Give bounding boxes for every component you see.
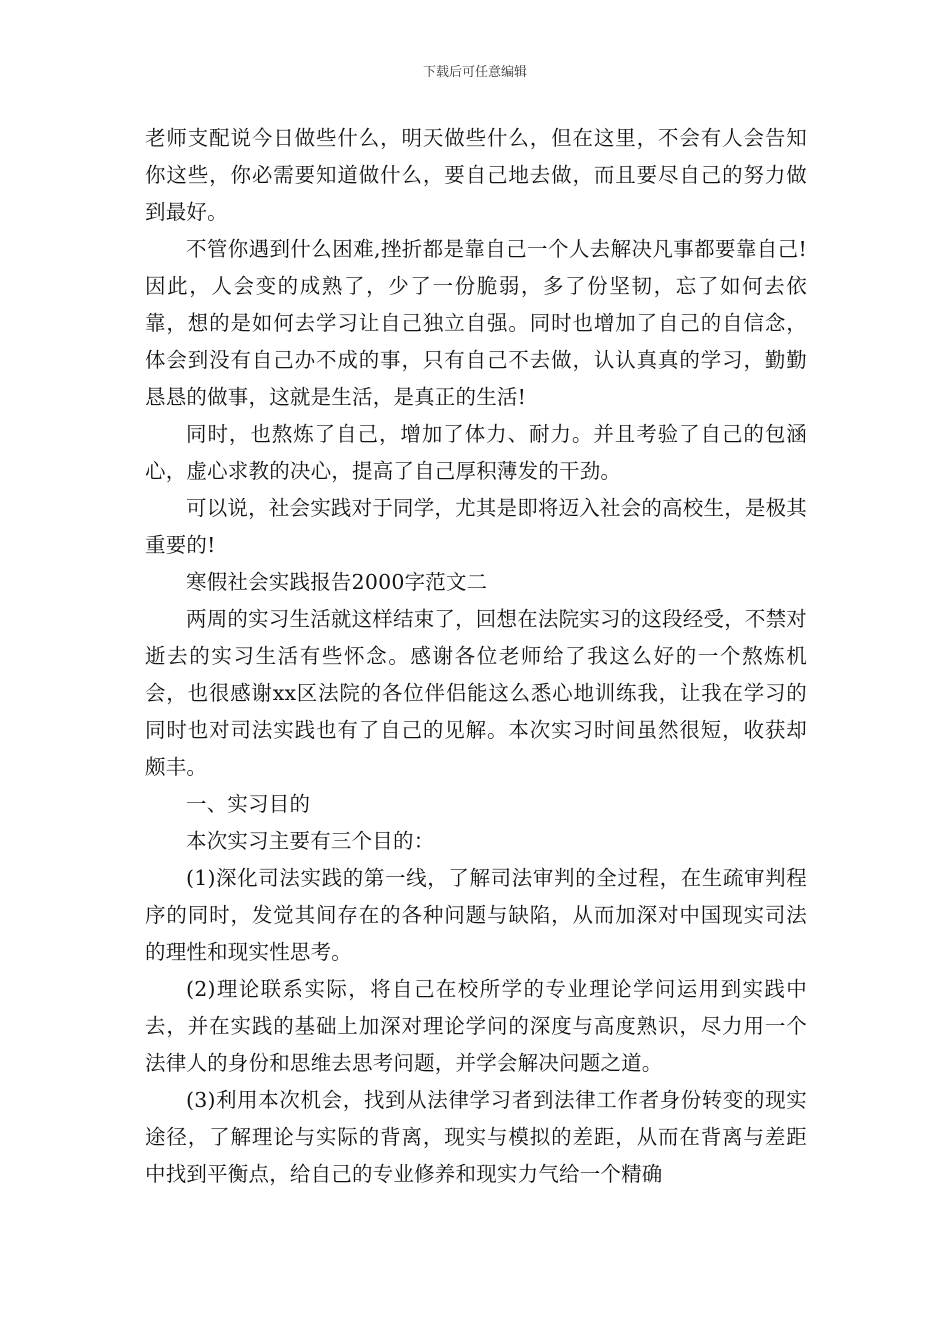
page-header-note: 下载后可任意编辑	[422, 65, 527, 80]
paragraph: 本次实习主要有三个目的：	[186, 829, 435, 853]
paragraph: 老师支配说今日做些什么，明天做些什么，但在这里，不会有人会告知你这些，你必需要知道做什么，要自己地去做，而且要尽自己的努力做到最好。	[145, 126, 807, 224]
paragraph: 可以说，社会实践对于同学，尤其是即将迈入社会的高校生，是极其重要的!	[145, 496, 807, 557]
paragraph: 不管你遇到什么困难,挫折都是靠自己一个人去解决凡事都要靠自己!因此，人会变的成熟了，少了一份脆弱，多了份坚韧，忘了如何去依靠，想的是如何去学习让自己独立自强。同时也增加了自己的自信念，体会到没有自己办不成的事，只有自己不去做，认认真真的学习，勤勤恳恳的做事，这就是生活，是真正的生活!	[145, 237, 807, 409]
paragraph: 两周的实习生活就这样结束了，回想在法院实习的这段经受，不禁对逝去的实习生活有些怀念。感谢各位老师给了我这么好的一个熬炼机会，也很感谢xx区法院的各位伴侣能这么悉心地训练我，让我在学习的同时也对司法实践也有了自己的见解。本次实习时间虽然很短，收获却颇丰。	[145, 607, 807, 779]
subsection-heading: 一、实习目的	[186, 792, 311, 816]
document-body	[145, 120, 807, 1193]
list-item: (2)理论联系实际，将自己在校所学的专业理论学问运用到实践中去，并在实践的基础上加深对理论学问的深度与高度熟识，尽力用一个法律人的身份和思维去思考问题，并学会解决问题之道。	[145, 977, 807, 1075]
list-item: (3)利用本次机会，找到从法律学习者到法律工作者身份转变的现实途径，了解理论与实际的背离，现实与模拟的差距，从而在背离与差距中找到平衡点，给自己的专业修养和现实力气给一个精确	[145, 1088, 807, 1186]
list-item: (1)深化司法实践的第一线，了解司法审判的全过程，在生疏审判程序的同时，发觉其间存在的各种问题与缺陷，从而加深对中国现实司法的理性和现实性思考。	[145, 866, 807, 964]
paragraph: 同时，也熬炼了自己，增加了体力、耐力。并且考验了自己的包涵心，虚心求教的决心，提高了自己厚积薄发的干劲。	[145, 422, 807, 483]
section-heading: 寒假社会实践报告2000字范文二	[186, 570, 488, 594]
